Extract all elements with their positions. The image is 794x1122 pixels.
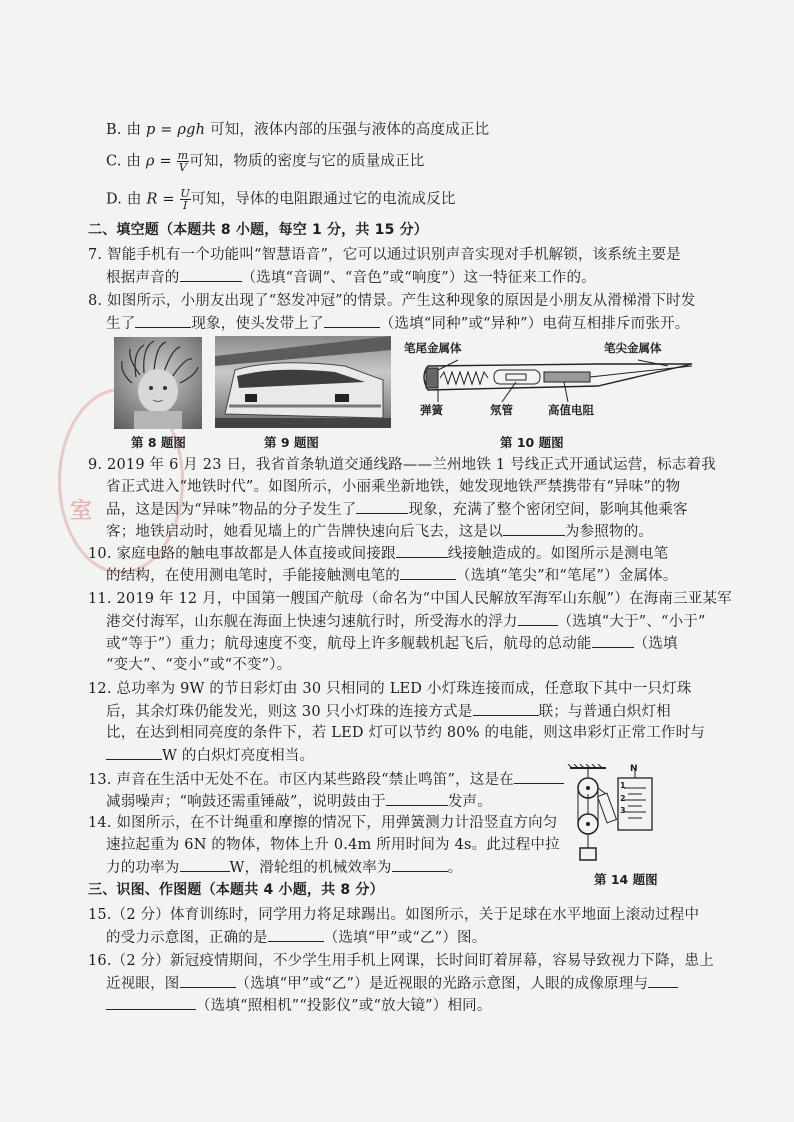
fraction-m-over-v: $\frac{m}{V}$ [177,149,189,174]
figure-10-test-pen-diagram [398,336,698,428]
q16-line2: 近视眼，图 （选填“甲”或“乙”）是近视眼的光路示意图，人眼的成像原理与 [106,973,678,994]
label-neon-tube: 氖管 [490,403,513,417]
figure-9-caption: 第 9 题图 [264,435,319,450]
q10-line1: 10. 家庭电路的触电事故都是人体直接或间接跟 线接触造成的。如图所示是测电笔 [88,543,668,564]
q11-line4: “变大”、“变小”或“不变”）。 [106,657,292,673]
q16-blank-2b[interactable] [106,995,196,1010]
stamp-char: 室 [70,498,93,524]
q14-line2: 速拉起重为 6N 的物体，物体上升 0.4m 所用时间为 4s。此过程中拉 [106,837,560,853]
label-resistor: 高值电阻 [548,403,594,417]
q16-line3: （选填“照相机”“投影仪”或“放大镜”）相同。 [106,995,492,1016]
q16-line1: 16.（2 分）新冠疫情期间，不少学生用手机上网课，长时间盯着屏幕，容易导致视力下降，患上 [88,953,714,969]
q8-blank-1[interactable] [135,313,191,328]
q14-blank-2[interactable] [392,857,448,872]
label-tip-metal: 笔尖金属体 [604,341,662,355]
q11-line2: 港交付海军，山东舰在海面上快速匀速航行时，所受海水的浮力 （选填“大于”、“小于” [106,611,706,632]
label-tail-metal: 笔尾金属体 [404,341,462,355]
q16-blank-1[interactable] [180,973,236,988]
q11-line3: 或“等于”）重力；航母速度不变，航母上许多舰载机起飞后，航母的总动能 （选填 [106,633,678,654]
q15-line2: 的受力示意图，正确的是 （选填“甲”或“乙”）图。 [106,927,486,948]
scale-mark-1: 1 [620,781,626,790]
q11-blank-2[interactable] [592,633,634,648]
q14-line1: 14. 如图所示，在不计绳重和摩擦的情况下，用弹簧测力计沿竖直方向匀 [88,815,558,831]
q12-blank-1[interactable] [473,701,539,716]
fraction-u-over-i: $\frac{U}{I}$ [180,187,191,212]
q9-line4: 客；地铁启动时，她看见墙上的广告牌快速向后飞去，这是以 为参照物的。 [106,521,653,542]
figure-10-caption: 第 10 题图 [500,435,564,450]
q7-line1: 7. 智能手机有一个功能叫“智慧语音”，它可以通过识别声音实现对手机解锁，该系统主要是 [88,247,681,263]
q8-line2: 生了 现象，使头发带上了 （选填“同种”或“异种”）电荷互相排斥而张开。 [106,313,689,334]
q10-blank-2[interactable] [400,565,456,580]
q15-line1: 15.（2 分）体育训练时，同学用力将足球踢出。如图所示，关于足球在水平地面上滚动过程中 [88,907,700,923]
q12-blank-2[interactable] [106,745,162,760]
q9-line3: 品，这是因为“异味”物品的分子发生了 现象，充满了整个密闭空间，影响其他乘客 [106,499,688,520]
q9-line1: 9. 2019 年 6 月 23 日，我省首条轨道交通线路——兰州地铁 1 号线正式开通试运营，标志着我 [88,457,716,473]
q14-blank-1[interactable] [180,857,230,872]
figure-14-pulley-diagram [566,764,666,868]
q10-line2: 的结构，在使用测电笔时，手能接触测电笔的 （选填“笔尖”和“笔尾”）金属体。 [106,565,678,586]
q13-line1: 13. 声音在生活中无处不在。市区内某些路段“禁止鸣笛”，这是在 [88,769,564,790]
q12-line1: 12. 总功率为 9W 的节日彩灯由 30 只相同的 LED 小灯珠连接而成，任意取下其中一只灯珠 [88,681,692,697]
figure-8-photo [114,337,202,429]
q7-line2: 根据声音的 （选填“音调”、“音色”或“响度”）这一特征来工作的。 [106,267,596,288]
q13-line2: 减弱噪声；“响鼓还需重锤敲”，说明鼓由于 发声。 [106,791,492,812]
q12-line3: 比，在达到相同亮度的条件下，若 LED 灯可以节约 80% 的电能，则这串彩灯正常工作时与 [106,725,706,741]
q13-blank-2[interactable] [386,791,448,806]
label-spring: 弹簧 [420,403,443,417]
q15-blank[interactable] [268,927,324,942]
q14-line3: 力的功率为 W，滑轮组的机械效率为 。 [106,857,462,878]
q13-blank-1[interactable] [514,769,564,784]
section-3-heading: 三、识图、作图题（本题共 4 小题，共 8 分） [88,882,384,898]
q10-blank-1[interactable] [396,543,448,558]
q9-blank-1[interactable] [356,499,408,514]
option-b: B. 由 p = ρgh 可知，液体内部的压强与液体的高度成正比 [106,122,490,138]
option-d: D. 由 R = $\frac{U}{I}$ 可知，导体的电阻跟通过它的电流成反比 [106,187,456,212]
scale-label-n: N [630,764,638,774]
q9-line2: 省正式进入“地铁时代”。如图所示，小丽乘坐新地铁，她发现地铁严禁携带有“异味”的物 [106,479,681,495]
section-2-heading: 二、填空题（本题共 8 小题，每空 1 分，共 15 分） [88,222,429,238]
option-c: C. 由 ρ = $\frac{m}{V}$ 可知，物质的密度与它的质量成正比 [106,149,425,174]
baby-hair-illustration [114,337,202,429]
q12-line4: W 的白炽灯亮度相当。 [106,745,314,766]
figure-8-caption: 第 8 题图 [131,435,186,450]
q11-blank-1[interactable] [518,611,558,626]
q11-line1: 11. 2019 年 12 月，中国第一艘国产航母（命名为“中国人民解放军海军山东舰”）在海南三亚某军 [88,591,732,607]
figure-14-caption: 第 14 题图 [594,872,658,887]
scale-mark-3: 3 [620,806,626,815]
q7-blank[interactable] [180,267,242,282]
q12-line2: 后，其余灯珠仍能发光，则这 30 只小灯珠的连接方式是 联；与普通白炽灯相 [106,701,671,722]
q16-blank-2a[interactable] [648,973,678,988]
q8-line1: 8. 如图所示，小朋友出现了“怒发冲冠”的情景。产生这种现象的原因是小朋友从滑梯滑下时发 [88,293,696,309]
subway-train-illustration [215,336,391,428]
q8-blank-2[interactable] [324,313,380,328]
figure-9-photo [215,336,391,428]
scale-mark-2: 2 [620,794,626,803]
q9-blank-2[interactable] [503,521,565,536]
